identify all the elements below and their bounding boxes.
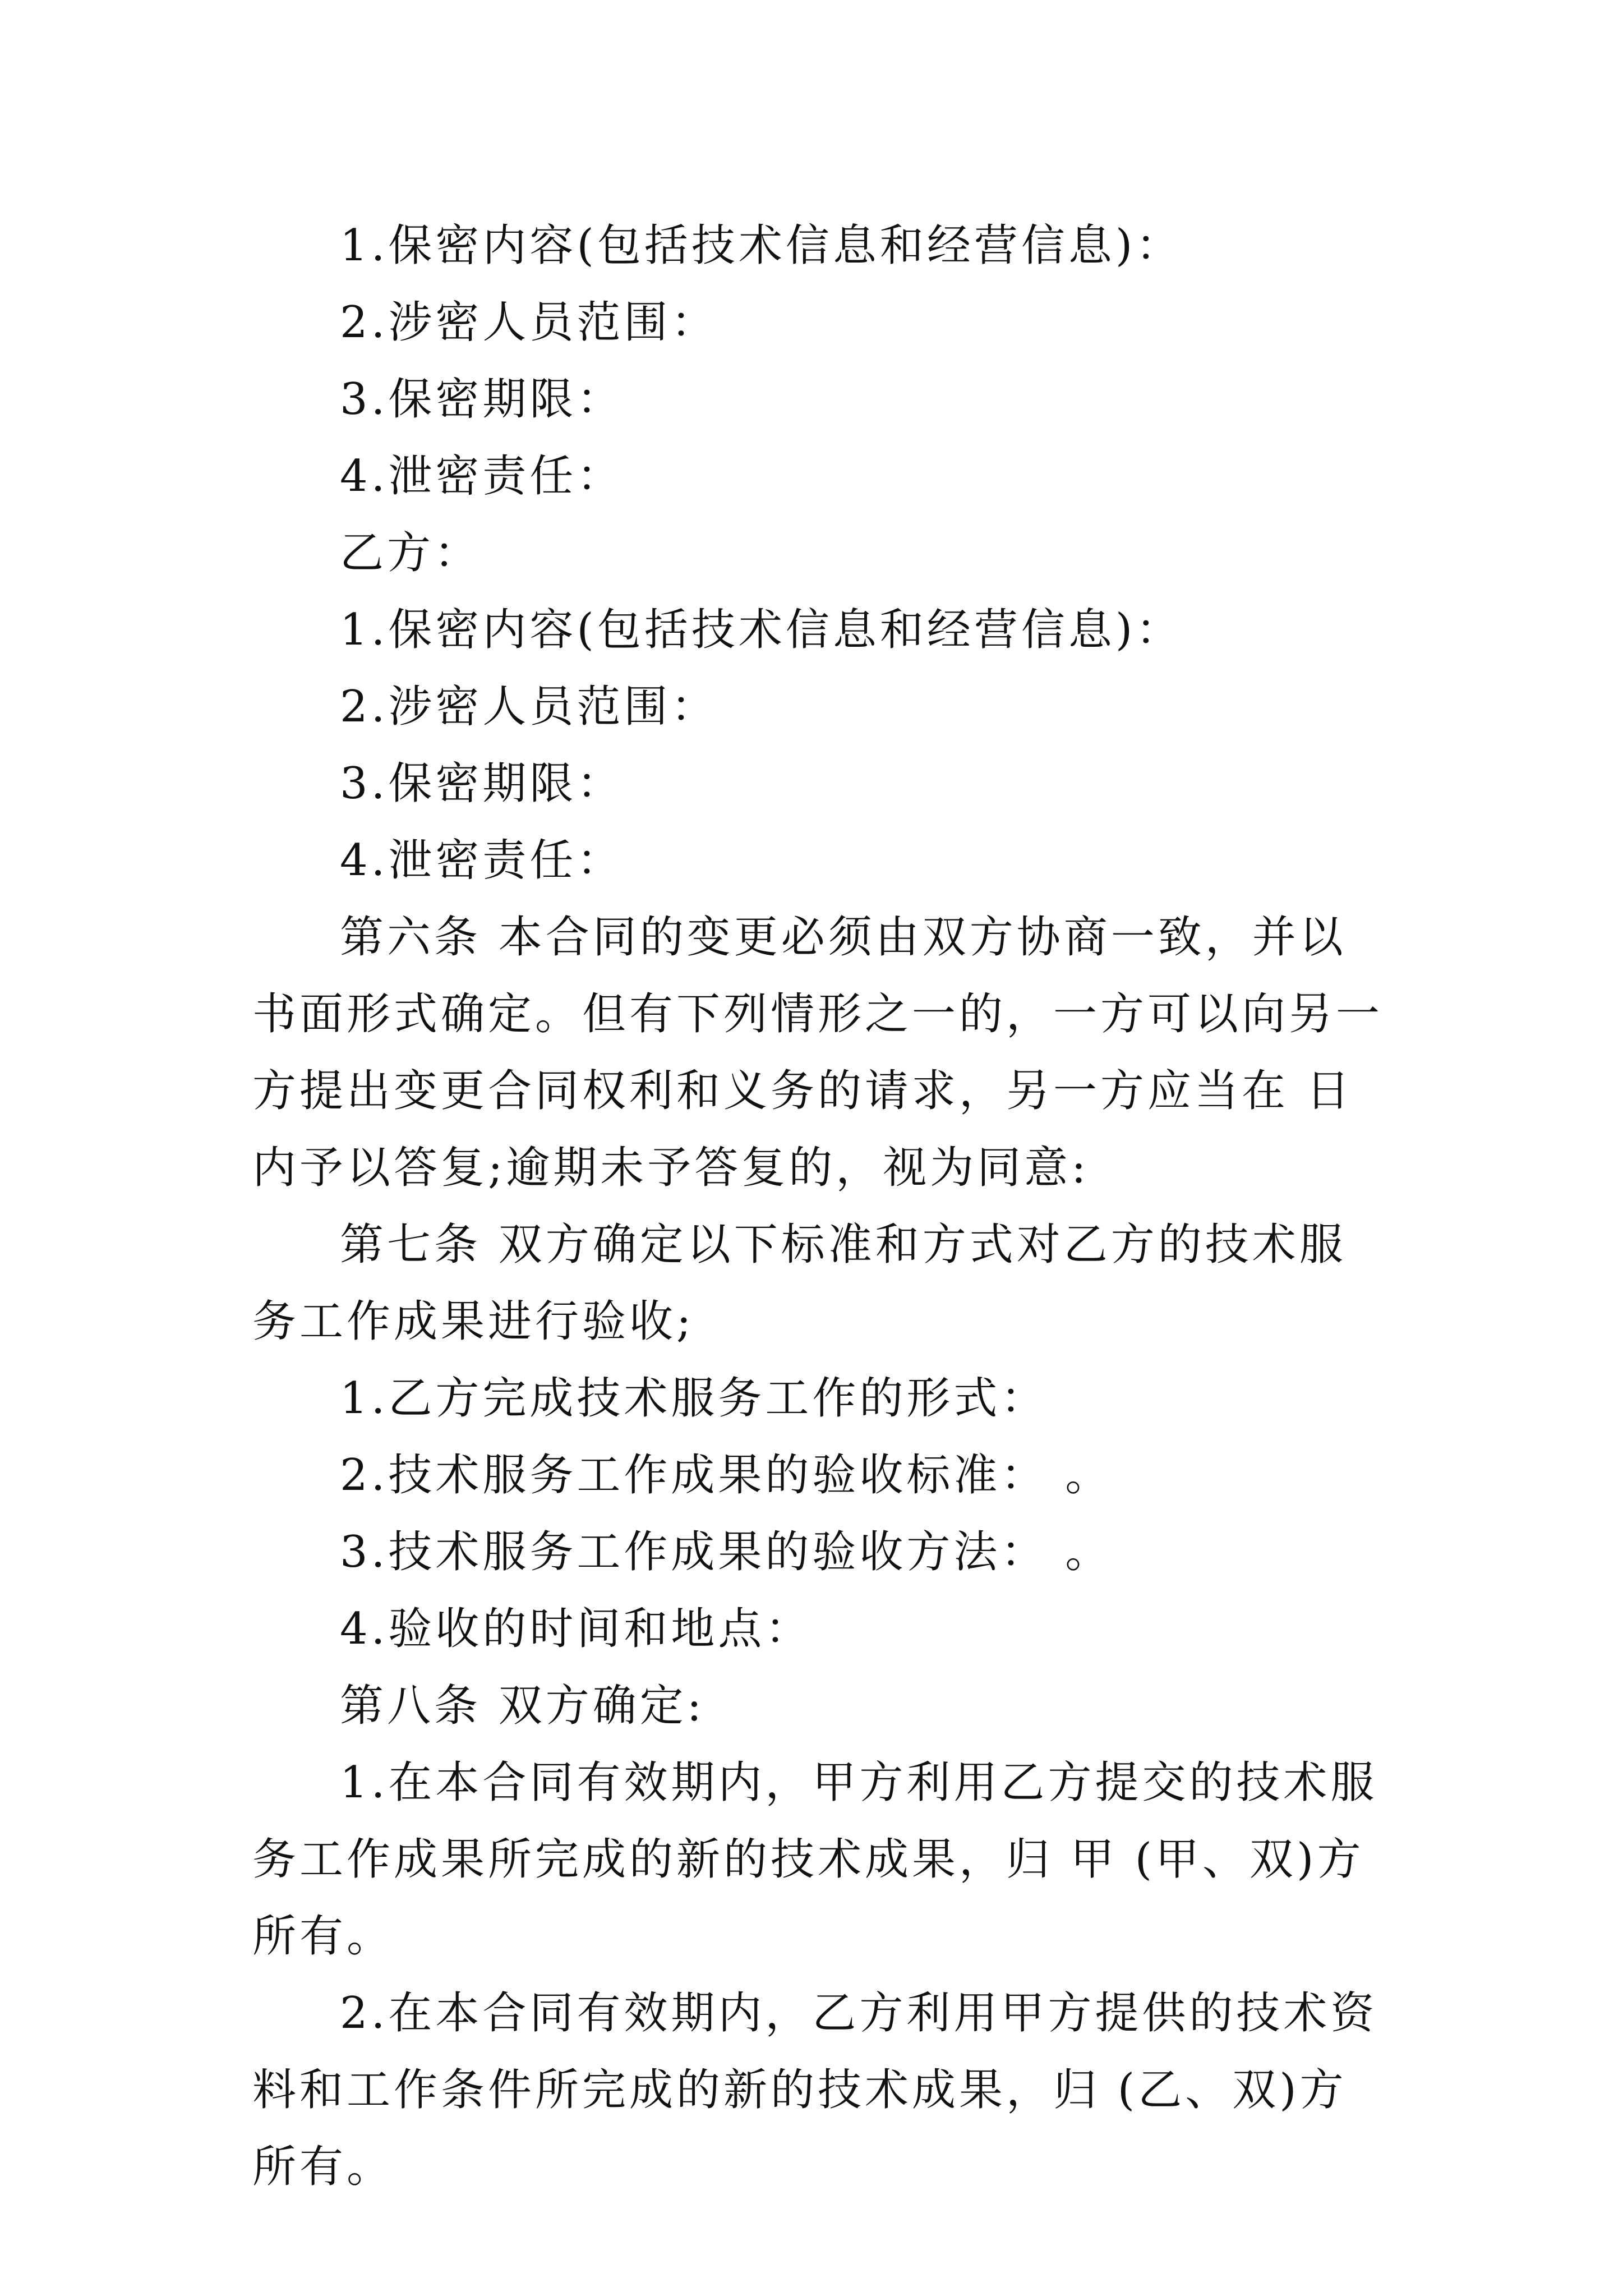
paragraph: 第七条 双方确定以下标准和方式对乙方的技术服务工作成果进行验收;	[252, 1220, 1347, 1347]
paragraph: 4.泄密责任：	[340, 451, 624, 501]
paragraph: 1.保密内容(包括技术信息和经营信息)：	[340, 605, 1183, 655]
paragraph: 第六条 本合同的变更必须由双方协商一致，并以书面形式确定。但有下列情形之一的，一方可以向另一方提出变更合同权利和义务的请求，另一方应当在 日内予以答复;逾期未予答复的，视为同意:	[252, 912, 1384, 1193]
paragraph: 2.技术服务工作成果的验收标准： 。	[340, 1450, 1113, 1501]
paragraph: 3.技术服务工作成果的验收方法： 。	[340, 1527, 1113, 1577]
paragraph: 4.泄密责任：	[340, 835, 624, 886]
paragraph: 2.涉密人员范围：	[340, 682, 718, 732]
document-body	[252, 208, 1391, 2206]
paragraph: 4.验收的时间和地点：	[340, 1604, 813, 1654]
paragraph: 1.保密内容(包括技术信息和经营信息)：	[340, 220, 1183, 271]
paragraph: 1.乙方完成技术服务工作的形式：	[340, 1373, 1048, 1424]
paragraph: 3.保密期限：	[340, 374, 624, 425]
paragraph: 2.涉密人员范围：	[340, 297, 718, 348]
paragraph: 3.保密期限：	[340, 758, 624, 809]
paragraph: 第八条 双方确定:	[340, 1681, 706, 1731]
paragraph: 2.在本合同有效期内，乙方利用甲方提供的技术资料和工作条件所完成的新的技术成果，归 (乙、双)方所有。	[252, 1988, 1378, 2192]
paragraph: 1.在本合同有效期内，甲方利用乙方提交的技术服务工作成果所完成的新的技术成果，归 甲 (甲、双)方所有。	[252, 1757, 1378, 1962]
paragraph: 乙方：	[340, 528, 482, 578]
